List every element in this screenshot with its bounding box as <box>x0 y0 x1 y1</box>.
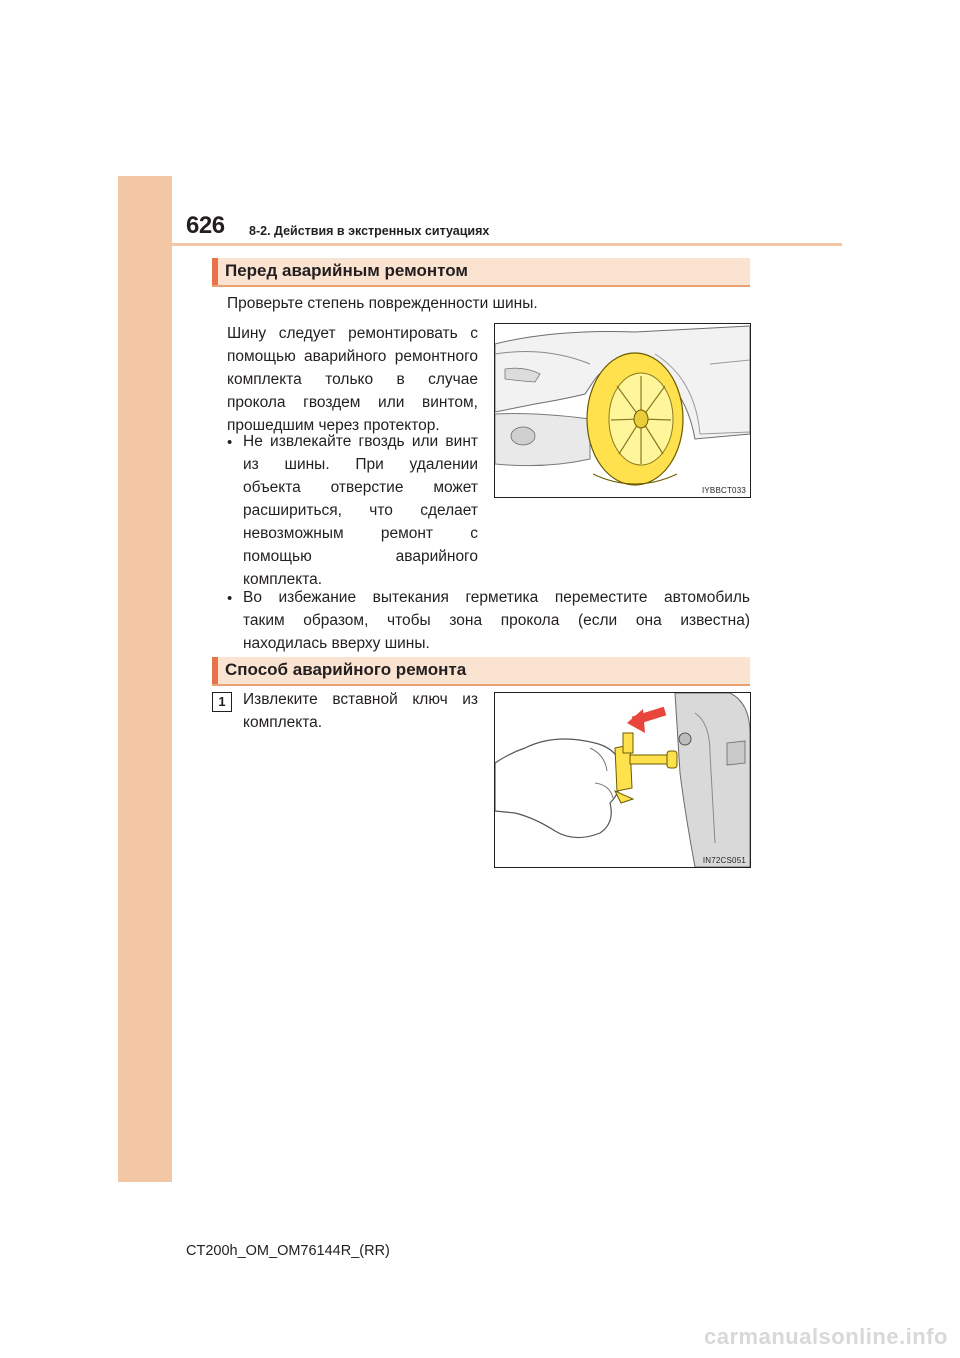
bullet-line: Во избежание вытекания герметика переместите автомобиль <box>243 589 750 606</box>
section-heading-text: Перед аварийным ремонтом <box>225 261 468 280</box>
section-accent-bar <box>212 258 218 285</box>
para-line: Шину следует ремонтировать с <box>227 325 478 342</box>
step-line: Извлеките вставной ключ из <box>243 691 478 708</box>
bullet-line: невозможным ремонт с <box>243 525 478 542</box>
section-heading-before-repair <box>212 258 750 287</box>
figure-car-wheel <box>494 323 751 498</box>
figure-hand-key <box>494 692 751 868</box>
hand-key-illustration <box>495 693 750 867</box>
page-number: 626 <box>186 212 225 239</box>
bullet-line: объекта отверстие может <box>243 479 478 496</box>
document-code: CT200h_OM_OM76144R_(RR) <box>186 1243 390 1259</box>
para-line: прошедшим через протектор. <box>227 417 440 434</box>
header-rule <box>172 243 842 246</box>
section-accent-bar <box>212 657 218 684</box>
figure-code: IYBBCT033 <box>701 486 746 495</box>
para-line: прокола гвоздем или винтом, <box>227 394 478 411</box>
step-number-badge: 1 <box>212 692 232 712</box>
bullet-line: комплекта. <box>243 571 323 588</box>
watermark: carmanualsonline.info <box>704 1324 948 1349</box>
step-1-text <box>243 688 478 734</box>
intro-text: Проверьте степень поврежденности шины. <box>227 295 538 312</box>
section-heading-repair-method <box>212 657 750 686</box>
para-line: помощью аварийного ремонтного <box>227 348 478 365</box>
chapter-title: 8-2. Действия в экстренных ситуациях <box>249 224 490 238</box>
section-heading-text: Способ аварийного ремонта <box>225 660 467 679</box>
bullet-dont-remove-nail <box>243 430 478 591</box>
car-wheel-illustration <box>495 324 750 497</box>
bullet-line: таким образом, чтобы зона прокола (если она известна) <box>243 612 750 629</box>
figure-code: IN72CS051 <box>702 856 746 865</box>
bullet-dot: • <box>227 434 233 451</box>
bullet-line: из шины. При удалении <box>243 456 478 473</box>
chapter-sidebar-tab <box>118 176 172 1182</box>
para-line: комплекта только в случае <box>227 371 478 388</box>
bullet-line: помощью аварийного <box>243 548 478 565</box>
bullet-move-vehicle <box>243 586 750 655</box>
bullet-line: расшириться, что сделает <box>243 502 478 519</box>
step-line: комплекта. <box>243 714 323 731</box>
bullet-line: Не извлекайте гвоздь или винт <box>243 433 478 450</box>
paragraph-repair-conditions <box>227 322 478 437</box>
bullet-line: находилась вверху шины. <box>243 635 430 652</box>
bullet-dot: • <box>227 590 233 607</box>
